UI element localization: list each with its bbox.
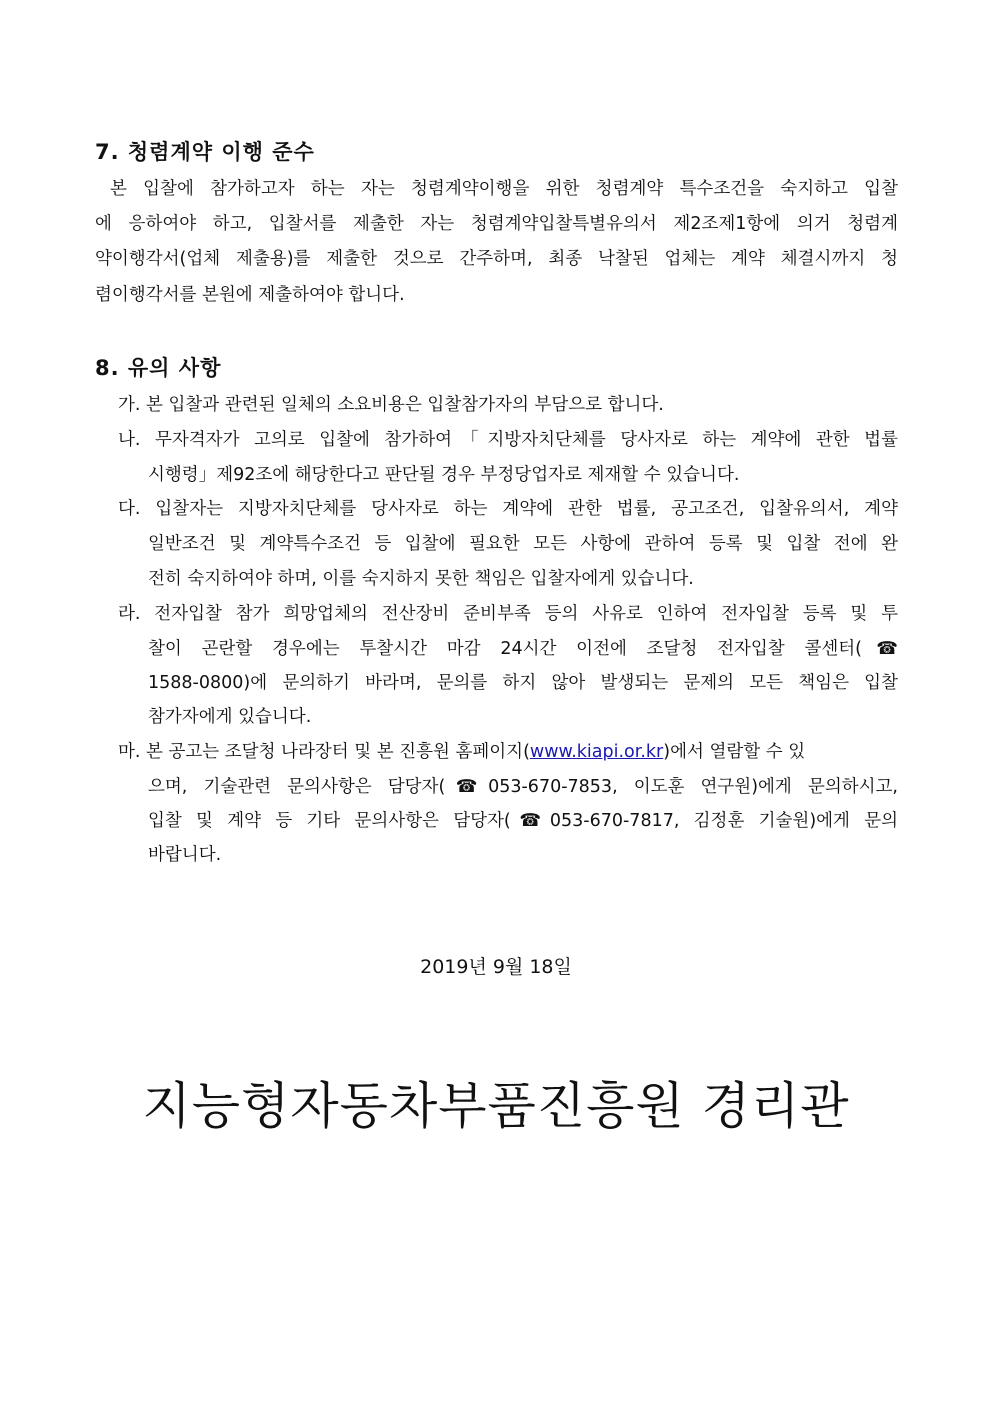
- item-da-line-2: 일반조건 및 계약특수조건 등 입찰에 필요한 모든 사항에 관하여 등록 및 입찰 전에 완: [148, 534, 898, 554]
- item-ra-line-2: 찰이 곤란할 경우에는 투찰시간 마감 24시간 이전에 조달청 전자입찰 콜센터(☎: [148, 639, 898, 659]
- item-ma-text-before: 마. 본 공고는 조달청 나라장터 및 본 진흥원 홈페이지(: [118, 742, 530, 762]
- item-na-line-2: 시행령」제92조에 해당한다고 판단될 경우 부정당업자로 제재할 수 있습니다.: [148, 465, 740, 485]
- item-ma-line-1: [118, 740, 898, 764]
- section-8-heading: 8. 유의 사항: [95, 356, 222, 380]
- document-date: 2019년 9월 18일: [420, 956, 572, 978]
- item-ra-line-3: 1588-0800)에 문의하기 바라며, 문의를 하지 않아 발생되는 문제의 모든 책임은 입찰: [148, 673, 898, 693]
- item-ra-line-1: 라. 전자입찰 참가 희망업체의 전산장비 준비부족 등의 사유로 인하여 전자입찰 등록 및 투: [118, 604, 898, 624]
- section-7-line-2: 에 응하여야 하고, 입찰서를 제출한 자는 청렴계약입찰특별유의서 제2조제1항에 의거 청렴계: [95, 214, 898, 234]
- item-ma-text-after: )에서 열람할 수 있: [663, 742, 806, 762]
- item-ga: 가. 본 입찰과 관련된 일체의 소요비용은 입찰참가자의 부담으로 합니다.: [118, 395, 664, 415]
- section-7-heading: 7. 청렴계약 이행 준수: [95, 140, 315, 164]
- item-ma-line-3: 입찰 및 계약 등 기타 문의사항은 담당자(☎053-670-7817, 김정훈 기술원)에게 문의: [148, 811, 898, 831]
- item-ra-line-4: 참가자에게 있습니다.: [148, 707, 312, 727]
- item-ma-line-4: 바랍니다.: [148, 845, 222, 865]
- section-7-line-3: 약이행각서(업체 제출용)를 제출한 것으로 간주하며, 최종 낙찰된 업체는 계약 체결시까지 청: [95, 249, 898, 269]
- issuer-organization: 지능형자동차부품진흥원 경리관: [142, 1077, 850, 1135]
- homepage-link[interactable]: www.kiapi.or.kr: [529, 742, 664, 762]
- item-na-line-1: 나. 무자격자가 고의로 입찰에 참가하여「지방자치단체를 당사자로 하는 계약에 관한 법률: [118, 430, 898, 450]
- item-ma-line-2: 으며, 기술관련 문의사항은 담당자(☎053-670-7853, 이도훈 연구원)에게 문의하시고,: [148, 777, 898, 797]
- section-7-line-4: 렴이행각서를 본원에 제출하여야 합니다.: [95, 285, 405, 305]
- section-7-line-1: 본 입찰에 참가하고자 하는 자는 청렴계약이행을 위한 청렴계약 특수조건을 숙지하고 입찰: [110, 179, 898, 199]
- item-da-line-1: 다. 입찰자는 지방자치단체를 당사자로 하는 계약에 관한 법률, 공고조건, 입찰유의서, 계약: [118, 499, 898, 519]
- item-da-line-3: 전히 숙지하여야 하며, 이를 숙지하지 못한 책임은 입찰자에게 있습니다.: [148, 569, 694, 589]
